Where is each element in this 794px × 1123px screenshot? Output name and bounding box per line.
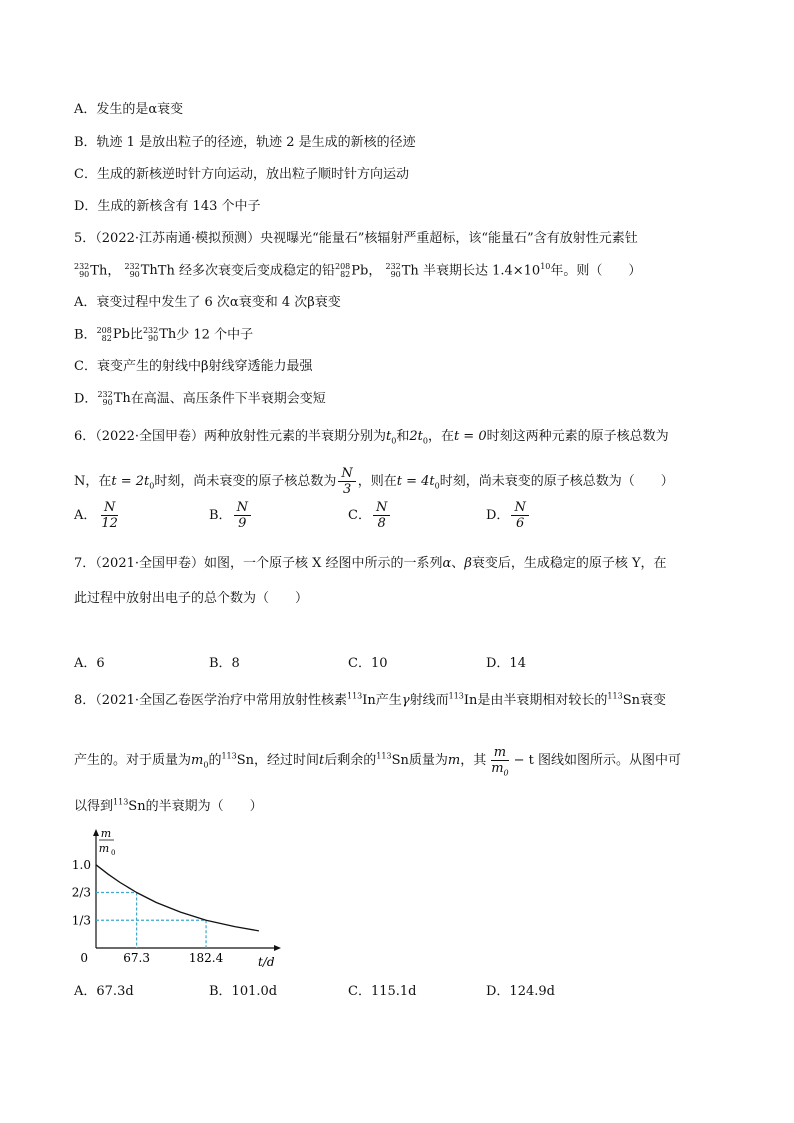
- q5-option-a[interactable]: A．衰变过程中发生了 6 次α衰变和 4 次β衰变: [74, 295, 341, 310]
- prev-option-b[interactable]: B．轨迹 1 是放出粒子的径迹，轨迹 2 是生成的新核的径迹: [74, 135, 416, 150]
- q8-line3: 以得到$^{113}$Sn的半衰期为（ ）: [74, 797, 263, 814]
- y-label-numerator: m: [100, 827, 112, 840]
- q5-line2: 232 90 Th， 232 90 Th Th 经多次衰变后变成稳定的铅 208 82 Pb， 232 90 Th 半衰期长达 $1.4\times 10^{10}$年。则（ ）: [74, 262, 642, 279]
- q5-option-c[interactable]: C．衰变产生的射线中β射线穿透能力最强: [74, 359, 313, 374]
- q8-option-c[interactable]: C．115.1d: [348, 984, 417, 999]
- th-nuclide: 232 90 Th: [124, 262, 158, 279]
- q8-line1: 8．（2021·全国乙卷医学治疗中常用放射性核素$^{113}$In产生γ射线而$^{113}$In是由半衰期相对较长的$^{113}$Sn衰变: [74, 691, 666, 708]
- q8-option-a[interactable]: A．67.3d: [74, 984, 134, 999]
- q5-option-b[interactable]: B． 208 82 Pb 比 232 90 Th 少 12 个中子: [74, 326, 254, 343]
- prev-option-d[interactable]: D．生成的新核含有 143 个中子: [74, 199, 261, 214]
- th-nuclide: 232 90 Th: [97, 390, 131, 407]
- prev-option-c[interactable]: C．生成的新核逆时针方向运动，放出粒子顺时针方向运动: [74, 167, 409, 182]
- x-axis-arrow: [274, 945, 281, 951]
- fraction-n-over-3: $\frac{N}{3}$: [338, 466, 355, 497]
- y-tick-label: 1/3: [71, 913, 91, 928]
- q6-line2: N，在$t = 2t_0$时刻，尚未衰变的原子核总数为 $\frac{N}{3}$ ，则在$t = 4t_0$时刻，尚未衰变的原子核总数为（ ）: [74, 466, 674, 497]
- x-tick-label: 67.3: [123, 951, 150, 965]
- q8-line2: 产生的。对于质量为$m_0$的$^{113}$Sn，经过时间t后剩余的$^{113}$Sn质量为m，其 $\frac{m}{m_0}$ − t 图线如图所示。从图中可: [74, 745, 682, 778]
- q5-option-d[interactable]: D． 232 90 Th 在高温、高压条件下半衰期会变短: [74, 390, 326, 407]
- q6-option-d[interactable]: D． $\frac{N}{6}$: [486, 500, 531, 531]
- fraction-m-over-m0: $\frac{m}{m_0}$: [491, 745, 509, 778]
- q8-option-d[interactable]: D．124.9d: [486, 984, 555, 999]
- origin-label: 0: [80, 951, 88, 965]
- q7-option-d[interactable]: D．14: [486, 656, 526, 671]
- q7-option-a[interactable]: A．6: [74, 656, 105, 671]
- th-nuclide: 232 90 Th: [142, 326, 177, 343]
- y-label-denominator-sub: 0: [111, 849, 116, 857]
- q7-line2: 此过程中放射出电子的总个数为（ ）: [74, 591, 309, 606]
- q6-option-a[interactable]: A． $\frac{N}{12}$: [74, 500, 118, 531]
- pb-nuclide: 208 82: [334, 262, 351, 279]
- x-axis-label: t/d: [258, 955, 275, 969]
- q5-header: 5．（2022·江苏南通·模拟预测）央视曝光“能量石”核辐射严重超标，该“能量石”含有放射性元素钍: [74, 231, 638, 246]
- prev-option-a[interactable]: A．发生的是α衰变: [74, 102, 184, 117]
- y-axis-arrow: [93, 829, 99, 836]
- th-nuclide: 232 90: [74, 262, 90, 279]
- y-label-denominator: m: [98, 842, 110, 855]
- y-tick-label: 1.0: [71, 857, 91, 872]
- q6-option-b[interactable]: B． $\frac{N}{9}$: [209, 500, 253, 531]
- decay-chart: [62, 822, 282, 972]
- x-tick-label: 182.4: [188, 951, 224, 965]
- q7-option-c[interactable]: C．10: [348, 656, 388, 671]
- q8-option-b[interactable]: B．101.0d: [209, 984, 278, 999]
- y-tick-label: 2/3: [71, 885, 91, 900]
- q7-line1: 7．（2021·全国甲卷）如图，一个原子核 X 经图中所示的一系列α、β衰变后，生成稳定的原子核 Y，在: [74, 556, 667, 571]
- th-nuclide: 232 90: [385, 262, 401, 279]
- q7-option-b[interactable]: B．8: [209, 656, 240, 671]
- decay-curve: [96, 865, 259, 931]
- q6-line1: 6．（2022·全国甲卷）两种放射性元素的半衰期分别为$t_0$和$2t_0$，在t = 0时刻这两种元素的原子核总数为: [74, 429, 669, 446]
- pb-nuclide: 208 82 Pb: [96, 326, 130, 343]
- q6-option-c[interactable]: C． $\frac{N}{8}$: [348, 500, 392, 531]
